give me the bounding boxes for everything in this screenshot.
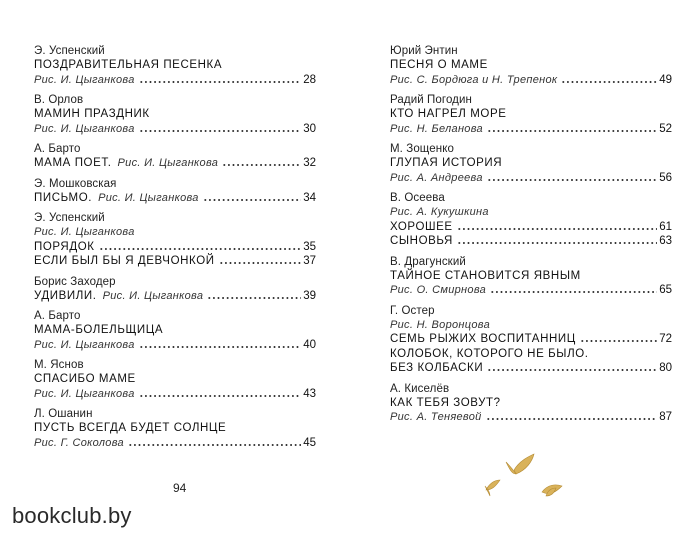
leaf-shape <box>486 480 500 490</box>
entry-title: МАМА-БОЛЕЛЬЩИЦА <box>34 324 164 336</box>
entry-author: А. Барто <box>34 310 81 322</box>
entry-page: 65 <box>659 284 672 296</box>
toc-entry <box>390 93 672 136</box>
dot-leader <box>128 437 301 447</box>
entry-author: Э. Мошковская <box>34 177 117 190</box>
toc-entry <box>390 382 672 425</box>
entry-page: 43 <box>303 387 316 400</box>
dot-leader <box>486 411 658 421</box>
entry-title: ПЕСНЯ О МАМЕ <box>390 59 488 71</box>
entry-page: 45 <box>303 436 316 449</box>
entry-author: А. Киселёв <box>390 382 450 395</box>
toc-entry <box>34 407 316 450</box>
dot-leader <box>139 388 302 398</box>
dot-leader <box>139 123 302 133</box>
entry-page: 52 <box>659 122 672 135</box>
entry-illustrator: Рис. И. Цыганкова <box>102 289 204 302</box>
entry-page: 30 <box>303 122 316 135</box>
dot-leader <box>457 235 657 245</box>
entry-page: 40 <box>303 338 316 351</box>
toc-entry <box>390 191 672 249</box>
entry-author: Радий Погодин <box>390 94 472 106</box>
entry-page: 39 <box>303 289 316 302</box>
toc-entry <box>390 44 672 87</box>
entry-page: 28 <box>303 73 316 86</box>
toc-entry <box>34 358 316 401</box>
entry-illustrator: Рис. И. Цыганкова <box>34 387 135 400</box>
dot-leader <box>139 339 302 349</box>
toc-entry <box>390 142 672 185</box>
dot-leader <box>99 241 302 251</box>
entry-illustrator: Рис. Н. Беланова <box>390 122 483 135</box>
entry-illustrator: Рис. Н. Воронцова <box>390 318 490 331</box>
dot-leader <box>487 362 657 372</box>
entry-author: Л. Ошанин <box>34 408 93 420</box>
entry-title: БЕЗ КОЛБАСКИ <box>390 362 484 374</box>
toc-entry <box>34 211 316 269</box>
leaf-shape <box>514 454 534 474</box>
entry-illustrator: Рис. И. Цыганкова <box>34 226 135 238</box>
entry-illustrator: Рис. А. Теняевой <box>390 411 482 423</box>
entry-title: СЕМЬ РЫЖИХ ВОСПИТАННИЦ <box>390 333 576 345</box>
entry-page: 32 <box>303 157 316 169</box>
toc-entry <box>34 142 316 171</box>
entry-title: МАМИН ПРАЗДНИК <box>34 108 150 120</box>
entry-title: КОЛОБОК, КОТОРОГО НЕ БЫЛО. <box>390 347 589 360</box>
entry-author: Юрий Энтин <box>390 45 458 57</box>
entry-illustrator: Рис. И. Цыганкова <box>34 73 135 86</box>
entry-title: ТАЙНОЕ СТАНОВИТСЯ ЯВНЫМ <box>390 269 581 282</box>
entry-illustrator: Рис. И. Цыганкова <box>117 157 219 169</box>
dot-leader <box>222 157 301 167</box>
toc-entry <box>34 44 316 87</box>
entry-author: Борис Заходер <box>34 275 116 288</box>
dot-leader <box>139 74 302 84</box>
dot-leader <box>487 123 657 133</box>
toc-left-column <box>34 44 316 456</box>
toc-entry <box>34 275 316 304</box>
toc-entry <box>34 309 316 352</box>
dot-leader <box>561 74 657 84</box>
entry-page: 49 <box>659 73 672 86</box>
entry-page: 37 <box>303 255 316 267</box>
entry-illustrator: Рис. С. Бордюга и Н. Трепенок <box>390 73 558 86</box>
entry-title: МАМА ПОЕТ. <box>34 157 112 169</box>
entry-illustrator: Рис. И. Цыганкова <box>34 338 135 351</box>
entry-author: Э. Успенский <box>34 45 105 57</box>
entry-title: СПАСИБО МАМЕ <box>34 373 136 385</box>
dot-leader <box>457 221 658 231</box>
entry-illustrator: Рис. О. Смирнова <box>390 284 487 296</box>
entry-author: В. Осеева <box>390 192 445 204</box>
leaf-shape <box>506 462 516 474</box>
entry-page: 35 <box>303 240 316 253</box>
entry-illustrator: Рис. Г. Соколова <box>34 436 124 449</box>
entry-page: 87 <box>659 411 672 423</box>
entry-author: В. Драгунский <box>390 255 466 268</box>
entry-title: СЫНОВЬЯ <box>390 235 453 247</box>
entry-illustrator: Рис. А. Кукушкина <box>390 206 489 218</box>
entry-title: ЕСЛИ БЫЛ БЫ Я ДЕВЧОНКОЙ <box>34 255 215 267</box>
entry-author: М. Яснов <box>34 359 84 371</box>
toc-entry <box>34 177 316 206</box>
entry-illustrator: Рис. И. Цыганкова <box>34 122 135 135</box>
entry-author: Э. Успенский <box>34 212 105 224</box>
entry-page: 80 <box>659 362 672 374</box>
entry-page: 72 <box>659 333 672 345</box>
dot-leader <box>219 255 302 265</box>
golden-leaves-decoration <box>476 452 576 507</box>
entry-title: ПИСЬМО. <box>34 191 93 204</box>
dot-leader <box>490 284 657 294</box>
entry-title: ПУСТЬ ВСЕГДА БУДЕТ СОЛНЦЕ <box>34 422 227 434</box>
entry-title: КАК ТЕБЯ ЗОВУТ? <box>390 396 501 409</box>
dot-leader <box>487 172 657 182</box>
entry-page: 34 <box>303 191 316 204</box>
dot-leader <box>203 192 301 202</box>
toc-right-column <box>390 44 672 431</box>
toc-entry <box>34 93 316 136</box>
entry-page: 56 <box>659 171 672 184</box>
entry-page: 61 <box>659 220 672 233</box>
dot-leader <box>207 290 301 300</box>
entry-illustrator: Рис. А. Андреева <box>390 171 483 184</box>
toc-entry <box>390 255 672 298</box>
entry-page: 63 <box>659 235 672 247</box>
entry-title: ПОЗДРАВИТЕЛЬНАЯ ПЕСЕНКА <box>34 59 223 71</box>
entry-author: В. Орлов <box>34 94 84 106</box>
entry-title: КТО НАГРЕЛ МОРЕ <box>390 108 507 120</box>
entry-author: Г. Остер <box>390 304 435 317</box>
entry-title: ГЛУПАЯ ИСТОРИЯ <box>390 157 503 169</box>
entry-author: А. Барто <box>34 143 81 155</box>
entry-title: ПОРЯДОК <box>34 240 95 253</box>
dot-leader <box>580 333 657 343</box>
page-number: 94 <box>173 481 187 495</box>
entry-title: УДИВИЛИ. <box>34 289 97 302</box>
entry-author: М. Зощенко <box>390 143 454 155</box>
toc-entry <box>390 304 672 376</box>
entry-illustrator: Рис. И. Цыганкова <box>98 191 199 204</box>
entry-title: ХОРОШЕЕ <box>390 220 453 233</box>
watermark: bookclub.by <box>12 503 132 528</box>
